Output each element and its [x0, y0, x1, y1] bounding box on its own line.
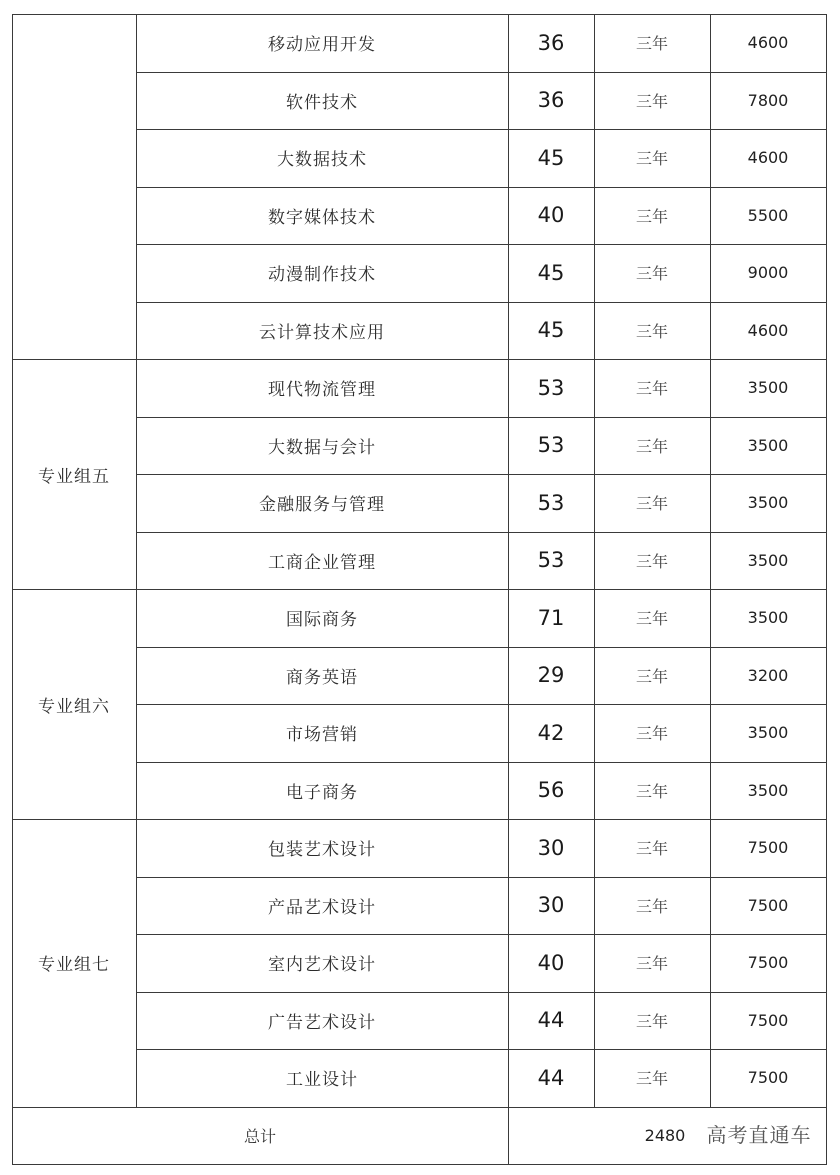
- fee-value: 7500: [747, 1010, 789, 1030]
- major-name: 包装艺术设计: [268, 840, 376, 861]
- duration-value: 三年: [635, 551, 668, 571]
- fee-value: 7500: [747, 1068, 789, 1088]
- major-name: 现代物流管理: [268, 380, 376, 401]
- fee-value: 7500: [747, 953, 789, 973]
- fee-value: 3500: [747, 723, 789, 743]
- quota-value: 56: [537, 778, 565, 803]
- major-name: 电子商务: [286, 782, 358, 803]
- duration-value: 三年: [635, 896, 668, 916]
- quota-value: 53: [537, 490, 565, 515]
- quota-value: 45: [537, 260, 565, 285]
- duration-value: 三年: [635, 321, 668, 341]
- quota-value: 36: [537, 88, 565, 113]
- fee-value: 4600: [747, 33, 789, 53]
- major-name: 金融服务与管理: [259, 495, 385, 516]
- quota-value: 45: [537, 145, 565, 170]
- quota-value: 42: [537, 720, 565, 745]
- major-name: 工商企业管理: [268, 552, 376, 573]
- major-name: 广告艺术设计: [268, 1012, 376, 1033]
- major-name: 动漫制作技术: [268, 265, 376, 286]
- duration-value: 三年: [635, 666, 668, 686]
- major-name: 商务英语: [286, 667, 358, 688]
- quota-value: 44: [537, 1008, 565, 1033]
- fee-value: 4600: [747, 148, 789, 168]
- quota-value: 29: [537, 663, 565, 688]
- major-name: 工业设计: [286, 1070, 358, 1091]
- watermark-logo: 高考直通车: [706, 1122, 812, 1147]
- quota-value: 30: [537, 835, 565, 860]
- quota-value: 44: [537, 1065, 565, 1090]
- fee-value: 3500: [747, 435, 789, 455]
- major-name: 云计算技术应用: [259, 322, 385, 343]
- duration-value: 三年: [635, 609, 668, 629]
- duration-value: 三年: [635, 379, 668, 399]
- quota-value: 36: [537, 30, 565, 55]
- fee-value: 3500: [747, 608, 789, 628]
- fee-value: 3500: [747, 780, 789, 800]
- major-name: 大数据与会计: [268, 437, 376, 458]
- major-name: 数字媒体技术: [268, 207, 376, 228]
- quota-value: 53: [537, 548, 565, 573]
- quota-value: 45: [537, 318, 565, 343]
- quota-value: 40: [537, 950, 565, 975]
- fee-value: 7800: [747, 90, 789, 110]
- duration-value: 三年: [635, 494, 668, 514]
- major-name: 室内艺术设计: [268, 955, 376, 976]
- duration-value: 三年: [635, 954, 668, 974]
- major-name: 市场营销: [286, 725, 358, 746]
- major-name: 国际商务: [286, 610, 358, 631]
- duration-value: 三年: [635, 34, 668, 54]
- duration-value: 三年: [635, 839, 668, 859]
- quota-value: 53: [537, 433, 565, 458]
- quota-value: 53: [537, 375, 565, 400]
- quota-value: 40: [537, 203, 565, 228]
- table-rule: [12, 1164, 827, 1165]
- duration-value: 三年: [635, 149, 668, 169]
- duration-value: 三年: [635, 724, 668, 744]
- major-name: 软件技术: [286, 92, 358, 113]
- fee-value: 3200: [747, 665, 789, 685]
- quota-value: 30: [537, 893, 565, 918]
- fee-value: 3500: [747, 550, 789, 570]
- major-name: 移动应用开发: [268, 35, 376, 56]
- duration-value: 三年: [635, 264, 668, 284]
- duration-value: 三年: [635, 91, 668, 111]
- quota-value: 71: [537, 605, 565, 630]
- fee-value: 9000: [747, 263, 789, 283]
- group-label: 专业组六: [38, 696, 110, 717]
- duration-value: 三年: [635, 1069, 668, 1089]
- major-name: 大数据技术: [277, 150, 367, 171]
- fee-value: 3500: [747, 378, 789, 398]
- group-label: 专业组五: [38, 466, 110, 487]
- total-value: 2480: [644, 1125, 686, 1145]
- fee-value: 7500: [747, 895, 789, 915]
- group-label: 专业组七: [38, 955, 110, 976]
- fee-value: 7500: [747, 838, 789, 858]
- major-name: 产品艺术设计: [268, 897, 376, 918]
- fee-value: 3500: [747, 493, 789, 513]
- total-label: 总计: [243, 1126, 276, 1146]
- duration-value: 三年: [635, 1011, 668, 1031]
- fee-value: 5500: [747, 205, 789, 225]
- fee-value: 4600: [747, 320, 789, 340]
- duration-value: 三年: [635, 206, 668, 226]
- duration-value: 三年: [635, 436, 668, 456]
- duration-value: 三年: [635, 781, 668, 801]
